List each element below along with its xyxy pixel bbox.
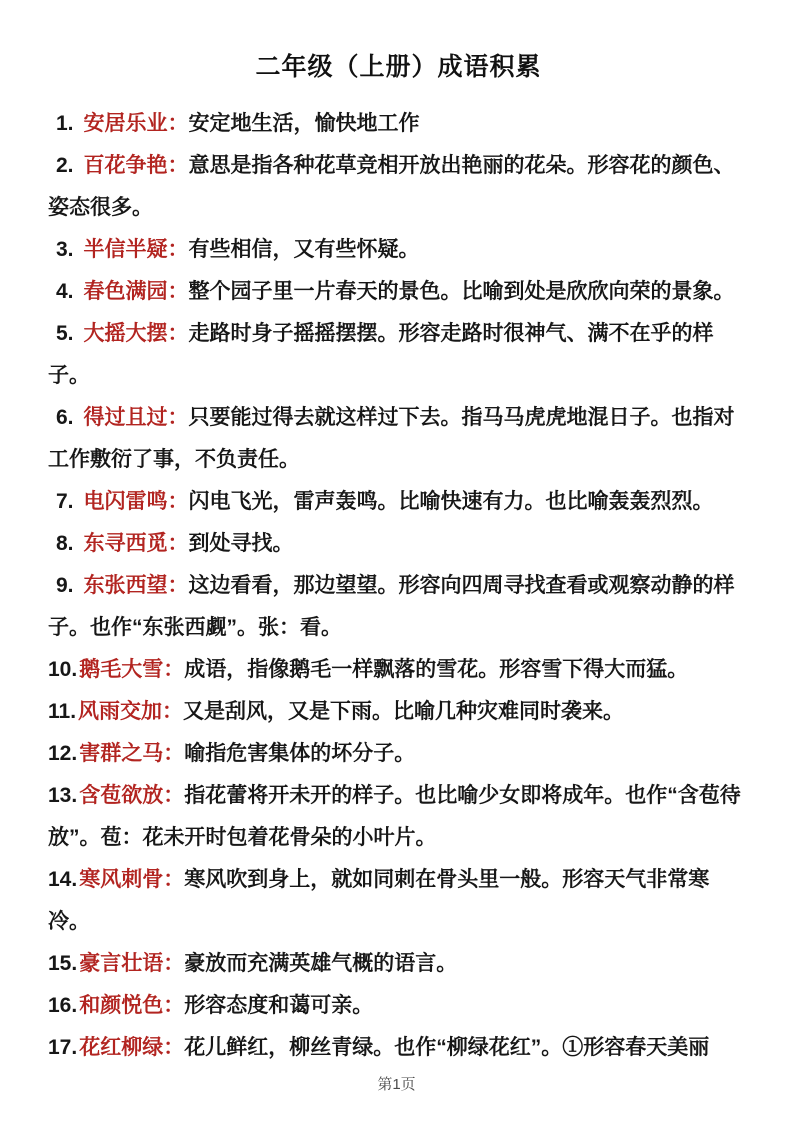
idiom-text: 含苞欲放： bbox=[79, 784, 185, 807]
item-number: 1. bbox=[56, 112, 74, 135]
item-number: 2. bbox=[56, 154, 74, 177]
idiom-item bbox=[48, 985, 749, 1027]
item-number: 7. bbox=[56, 490, 74, 513]
idiom-item bbox=[48, 103, 749, 145]
page-number: 第1页 bbox=[377, 1076, 416, 1093]
idiom-item bbox=[48, 481, 749, 523]
idiom-item bbox=[48, 229, 749, 271]
item-number: 15. bbox=[48, 952, 78, 975]
idiom-text: 半信半疑： bbox=[83, 238, 189, 261]
idiom-text: 百花争艳： bbox=[83, 154, 189, 177]
idiom-definition: 又是刮风，又是下雨。比喻几种灾难同时袭来。 bbox=[183, 700, 625, 723]
idiom-definition: 指花蕾将开未开的样子。也比喻少女即将成年。也作“含苞待放”。苞：花未开时包着花骨朵的小叶片。 bbox=[48, 784, 741, 849]
idiom-definition: 意思是指各种花草竞相开放出艳丽的花朵。形容花的颜色、姿态很多。 bbox=[48, 154, 735, 219]
item-number: 14. bbox=[48, 868, 78, 891]
idiom-item bbox=[48, 691, 749, 733]
idiom-text: 风雨交加： bbox=[78, 700, 184, 723]
idiom-item bbox=[48, 145, 749, 229]
item-number: 6. bbox=[56, 406, 74, 429]
page-title: 二年级（上册）成语积累 bbox=[255, 53, 542, 81]
idiom-definition: 这边看看，那边望望。形容向四周寻找查看或观察动静的样子。也作“东张西觑”。张：看。 bbox=[48, 574, 735, 639]
idiom-definition: 花儿鲜红，柳丝青绿。也作“柳绿花红”。①形容春天美丽 bbox=[184, 1036, 710, 1059]
idiom-item bbox=[48, 859, 749, 943]
idiom-definition: 走路时身子摇摇摆摆。形容走路时很神气、满不在乎的样子。 bbox=[48, 322, 714, 387]
idiom-item bbox=[48, 649, 749, 691]
item-number: 16. bbox=[48, 994, 78, 1017]
item-number: 8. bbox=[56, 532, 74, 555]
idiom-text: 花红柳绿： bbox=[79, 1036, 185, 1059]
idiom-definition: 整个园子里一片春天的景色。比喻到处是欣欣向荣的景象。 bbox=[188, 280, 735, 303]
idiom-item bbox=[48, 565, 749, 649]
idiom-definition: 喻指危害集体的坏分子。 bbox=[184, 742, 416, 765]
idiom-text: 鹅毛大雪： bbox=[79, 658, 185, 681]
idiom-item bbox=[48, 1027, 749, 1069]
item-number: 17. bbox=[48, 1036, 78, 1059]
idiom-text: 得过且过： bbox=[83, 406, 189, 429]
idiom-item bbox=[48, 523, 749, 565]
item-number: 12. bbox=[48, 742, 78, 765]
idiom-definition: 有些相信，又有些怀疑。 bbox=[188, 238, 420, 261]
idiom-text: 东寻西觅： bbox=[83, 532, 189, 555]
idiom-definition: 到处寻找。 bbox=[188, 532, 294, 555]
item-number: 5. bbox=[56, 322, 74, 345]
idiom-text: 害群之马： bbox=[79, 742, 185, 765]
item-number: 3. bbox=[56, 238, 74, 261]
item-number: 4. bbox=[56, 280, 74, 303]
idiom-text: 大摇大摆： bbox=[83, 322, 189, 345]
item-number: 13. bbox=[48, 784, 78, 807]
idiom-item bbox=[48, 733, 749, 775]
idiom-text: 东张西望： bbox=[83, 574, 189, 597]
idiom-text: 电闪雷鸣： bbox=[83, 490, 189, 513]
idiom-text: 安居乐业： bbox=[83, 112, 189, 135]
idiom-definition: 豪放而充满英雄气概的语言。 bbox=[184, 952, 458, 975]
idiom-definition: 寒风吹到身上，就如同刺在骨头里一般。形容天气非常寒冷。 bbox=[48, 868, 710, 933]
idiom-item bbox=[48, 397, 749, 481]
idiom-text: 春色满园： bbox=[83, 280, 189, 303]
idiom-text: 和颜悦色： bbox=[79, 994, 185, 1017]
idiom-definition: 闪电飞光，雷声轰鸣。比喻快速有力。也比喻轰轰烈烈。 bbox=[188, 490, 714, 513]
idiom-definition: 形容态度和蔼可亲。 bbox=[184, 994, 374, 1017]
idiom-item bbox=[48, 313, 749, 397]
idiom-definition: 安定地生活，愉快地工作 bbox=[188, 112, 420, 135]
idiom-item bbox=[48, 775, 749, 859]
item-number: 10. bbox=[48, 658, 78, 681]
idiom-list bbox=[48, 103, 749, 1069]
idiom-item bbox=[48, 271, 749, 313]
idiom-item bbox=[48, 943, 749, 985]
item-number: 11. bbox=[48, 700, 77, 723]
idiom-text: 寒风刺骨： bbox=[79, 868, 185, 891]
item-number: 9. bbox=[56, 574, 74, 597]
idiom-text: 豪言壮语： bbox=[79, 952, 185, 975]
idiom-definition: 只要能过得去就这样过下去。指马马虎虎地混日子。也指对工作敷衍了事，不负责任。 bbox=[48, 406, 735, 471]
idiom-definition: 成语，指像鹅毛一样飘落的雪花。形容雪下得大而猛。 bbox=[184, 658, 689, 681]
